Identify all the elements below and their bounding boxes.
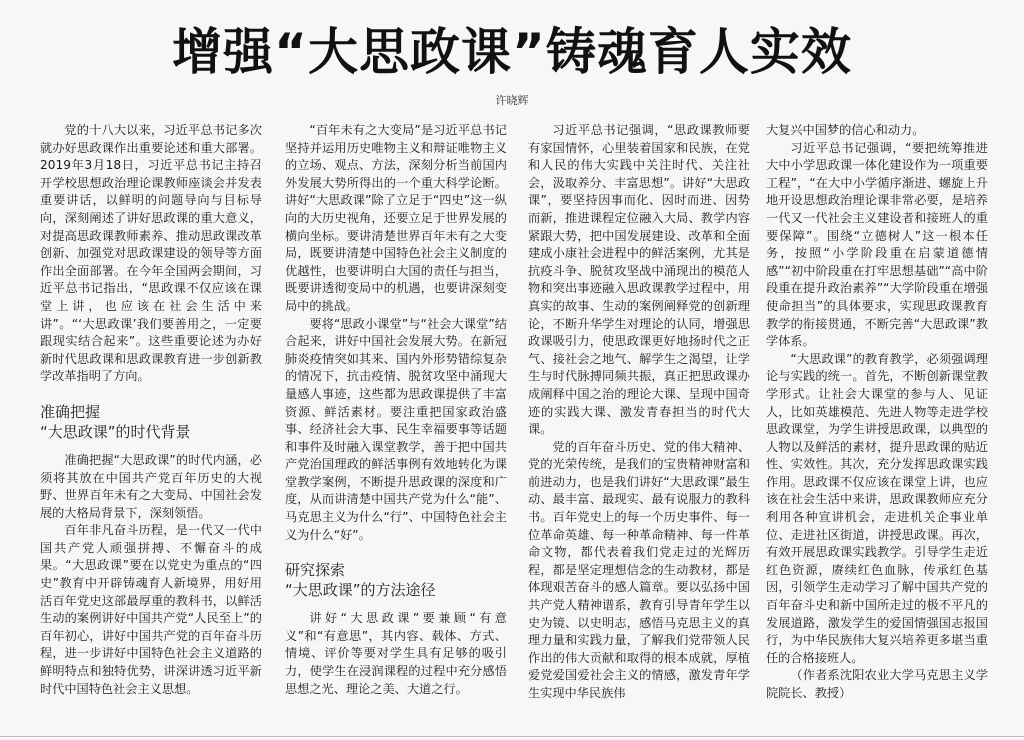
column-1 xyxy=(40,122,262,728)
column-3 xyxy=(528,122,750,728)
author-affiliation: （作者系沈阳农业大学马克思主义学院院长、教授） xyxy=(766,668,988,700)
paragraph: 习近平总书记强调，“要把统筹推进大中小学思政课一体化建设作为一项重要工程”，“在大中小学循序渐进、螺旋上升地开设思想政治理论课非常必要，是培养一代又一代社会主义建设者和接班人的重要保障”。围绕“立德树人”这一根本任务，按照“小学阶段重在启蒙道德情感”“初中阶段重在打牢思想基础”“高中阶段重在提升政治素养”“大学阶段重在增强使命担当”的具体要求，实现思政课教育教学的衔接贯通，不断完善“大思政课”教学体系。 xyxy=(766,140,988,349)
section-heading-1 xyxy=(40,402,262,442)
paragraph: 百年非凡奋斗历程，是一代又一代中国共产党人顽强拼搏、不懈奋斗的成果。“大思政课”要在以党史为重点的“四史”教育中开辟铸魂育人新境界，用好用活百年党史这部最厚重的教科书，以鲜活生动的案例讲好中国共产党“人民至上”的百年初心，讲好中国共产党的百年奋斗历程，进一步讲好中国特色社会主义道路的鲜明特点和独特优势，讲深讲透习近平新时代中国特色社会主义思想。 xyxy=(40,523,262,696)
article-byline: 许晓辉 xyxy=(495,94,529,107)
paragraph: “大思政课”的教育教学，必须强调理论与实践的统一。首先，不断创新课堂教学形式。让社会大课堂的参与人、见证人，比如英雄模范、先进人物等走进学校思政课堂，为学生讲授思政课，以典型的人物以及鲜活的素材，提升思政课的贴近性、实效性。其次，充分发挥思政课实践作用。思政课不仅应该在课堂上讲，也应该在社会生活中来讲，思政课教师应充分利用各种宣讲机会，走进机关企事业单位、走进社区街道，讲授思政课。再次，有效开展思政课实践教学。引导学生走近红色资源，赓续红色血脉，传承红色基因，引领学生走动学习了解中国共产党的百年奋斗史和新中国所走过的极不平凡的发展道路，激发学生的爱国情强国志报国行，为中华民族伟大复兴培养更多堪当重任的合格接班人。 xyxy=(766,351,988,665)
column-4 xyxy=(766,122,988,728)
section-heading-2 xyxy=(285,560,507,600)
paragraph: 准确把握“大思政课”的时代内涵，必须将其放在中国共产党百年历史的大视野、世界百年未有之大变局、中国社会发展的大格局背景下，深刻领悟。 xyxy=(40,452,262,520)
paragraph: 大复兴中国梦的信心和动力。 xyxy=(766,123,925,137)
section-heading-line: “大思政课”的方法途径 xyxy=(285,581,436,600)
paragraph: 要将“思政小课堂”与“社会大课堂”结合起来，讲好中国社会发展大势。在新冠肺炎疫情突如其来、国内外形势错综复杂的情况下，抗击疫情、脱贫攻坚中涌现大量感人事迹，这些都为思政课提供了丰富资源、鲜活素材。要注重把国家政治盛事、经济社会大事、民生幸福要事等话题和事件及时融入课堂教学，善于把中国共产党治国理政的鲜活事例有效地转化为课堂教学案例，不断提升思政课的深度和广度，从而讲清楚中国共产党为什么“能”、马克思主义为什么“行”、中国特色社会主义为什么“好”。 xyxy=(285,316,507,542)
paragraph: 讲好“大思政课”要兼顾“有意义”和“有意思”，其内容、载体、方式、情境、评价等要对学生具有足够的吸引力，使学生在浸润课程的过程中充分感悟思想之光、理论之美、大道之行。 xyxy=(285,611,507,696)
paragraph: 党的百年奋斗历史、党的伟大精神、党的光荣传统，是我们的宝贵精神财富和前进动力，也是我们讲好“大思政课”最生动、最丰富、最现实、最有说服力的教科书。百年党史上的每一个历史事件、每一位革命英雄、每一种革命精神、每一件革命文物，都代表着我们党走过的光辉历程，都是坚定理想信念的生动教材，都是体现艰苦奋斗的感人篇章。要以弘扬中国共产党人精神谱系，教育引导青年学生以史为镜、以史明志，感悟马克思主义的真理力量和实践力量，了解我们党带领人民作出的伟大贡献和取得的根本成就，厚植爱党爱国爱社会主义的情感，激发青年学生实现中华民族伟 xyxy=(528,439,750,700)
column-2 xyxy=(285,122,507,728)
section-heading-line: 研究探索 xyxy=(285,561,346,580)
page-bottom-rule xyxy=(0,736,1024,737)
paragraph: 党的十八大以来，习近平总书记多次就办好思政课作出重要论述和重大部署。2019年3月18日，习近平总书记主持召开学校思想政治理论课教师座谈会并发表重要讲话，以鲜明的问题导向与目标导向，深刻阐述了讲好思政课的重大意义，对提高思政课教师素养、推动思政课改革创新、加强党对思政课建设的领导等方面作出全面部署。在今年全国两会期间，习近平总书记指出，“思政课不仅应该在课堂上讲，也应该在社会生活中来讲”。“‘大思政课’我们要善用之，一定要跟现实结合起来”。这些重要论述为办好新时代思政课和思政课教育进一步创新教学改革指明了方向。 xyxy=(40,123,262,384)
article-headline: 增强“大思政课”铸魂育人实效 xyxy=(172,23,852,81)
section-heading-line: 准确把握 xyxy=(40,402,101,421)
section-heading-line: “大思政课”的时代背景 xyxy=(40,422,191,441)
paragraph: 习近平总书记强调，“思政课教师要有家国情怀，心里装着国家和民族，在党和人民的伟大实践中关注时代、关注社会，汲取养分、丰富思想”。讲好“大思政课”，要坚持因事而化、因时而进、因势而新，推进课程定位融入大局、教学内容紧跟大势，把中国发展建设、改革和全面建成小康社会进程中的鲜活案例，尤其是抗疫斗争、脱贫攻坚战中涌现出的模范人物和突出事迹融入思政课教学过程中，用真实的故事、生动的案例阐释党的创新理论，不断升华学生对理论的认同，增强思政课吸引力，使思政课更好地扬时代之正气、接社会之地气、解学生之渴望，让学生与时代脉搏同频共振，真正把思政课办成阐释中国之治的理论大课、呈现中国奇迹的实践大课、激发青春担当的时代大课。 xyxy=(528,123,750,437)
paragraph: “百年未有之大变局”是习近平总书记坚持并运用历史唯物主义和辩证唯物主义的立场、观点、方法，深刻分析当前国内外发展大势所得出的一个重大科学论断。讲好“大思政课”除了立足于“四史”这一纵向的大历史视角，还要立足于世界发展的横向坐标。要讲清楚世界百年未有之大变局，既要讲清楚中国特色社会主义制度的优越性，也要讲明白大国的责任与担当，既要讲透彻变局中的机遇，也要讲深刻变局中的挑战。 xyxy=(285,123,507,313)
